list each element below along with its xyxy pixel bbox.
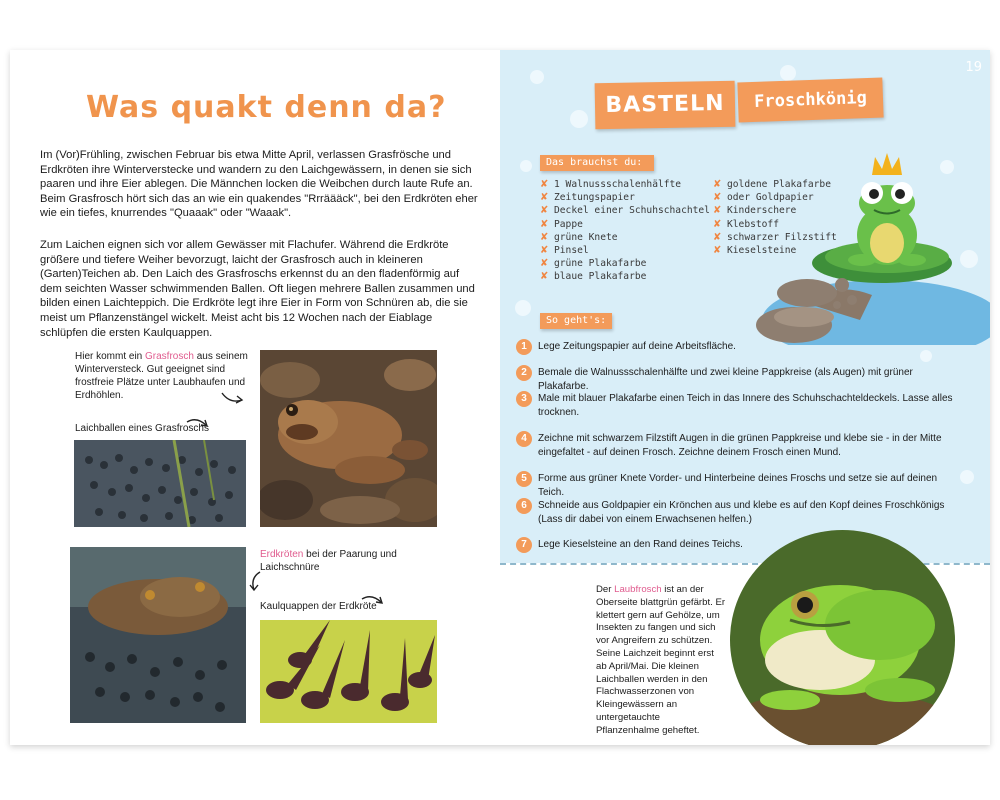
material-item-label: Zeitungspapier [554,192,635,204]
material-item [540,178,710,191]
laubfrosch-pre: Der [596,584,615,595]
right-page [500,50,990,745]
step-item [521,340,958,354]
book-spread [10,50,990,745]
material-item [713,191,837,204]
material-item-label: blaue Plakafarbe [554,271,647,283]
laubfrosch-text [596,584,726,738]
material-item-label: grüne Plakafarbe [554,258,647,270]
material-item [713,204,837,217]
erdkroeten-photo [70,547,246,723]
material-item-label: 1 Walnussschalenhälfte [554,179,682,190]
step-item [521,472,958,499]
step-number: 3 [516,391,532,407]
laubfrosch-photo [730,530,955,745]
material-item-label: Pappe [554,218,583,230]
step-number: 7 [516,537,532,553]
laichballen-photo [74,440,246,527]
caption-grasfrosch-post: aus seinem Winterversteck. Gut geeignet sind frostfreie Plätze unter Laubhaufen und Erdhöhlen. [75,351,248,401]
material-item-label: oder Goldpapier [727,192,814,204]
step-text: Bemale die Walnussschalenhälfte und zwei kleine Pappkreise (als Augen) mit grüner Plakafarbe. [538,367,913,392]
material-item-label: Pinsel [554,245,589,257]
caption-erdkroeten [260,548,410,574]
cross-icon: ✘ [540,179,549,190]
material-item [713,218,837,231]
material-item-label: grüne Knete [554,231,618,243]
curved-arrow-icon [220,390,246,406]
left-page [10,50,500,745]
step-number: 1 [516,339,532,355]
curved-arrow-icon [248,570,264,594]
caption-erdkroeten-highlight: Erdkröten [260,549,304,560]
title-basteln: BASTELN [595,81,736,129]
cross-icon: ✘ [540,218,549,230]
step-number: 4 [516,431,532,447]
grasfrosch-photo [260,350,437,527]
material-item [540,257,710,270]
caption-grasfrosch-pre: Hier kommt ein [75,351,146,362]
cross-icon: ✘ [540,258,549,270]
material-item [540,270,710,283]
step-text: Male mit blauer Plakafarbe einen Teich in das Innere des Schuhschachteldeckels. Lasse alles trocknen. [538,393,953,418]
cross-icon: ✘ [713,218,722,230]
cross-icon: ✘ [713,205,722,217]
cross-icon: ✘ [713,231,722,243]
curved-arrow-icon [360,595,386,609]
curved-arrow-icon [185,418,211,432]
step-number: 5 [516,471,532,487]
step-number: 2 [516,365,532,381]
material-item-label: schwarzer Filzstift [727,231,837,243]
page-heading: Was quakt denn da? [86,90,447,125]
material-item-label: Klebstoff [727,218,779,230]
spawning-paragraph: Zum Laichen eignen sich vor allem Gewässer mit Flachufer. Während die Erdkröte größere und tiefere Weiher bevorzugt, laicht der Grasfrosch auch in kleineren (Garten)Teichen ab. Den Laich des Grasfroschs erkennst du an den fladenförmig auf dem seichten Wasser schwimmenden Ballen. Oft liegen mehrere Ballen zusammen und bilden einen Laichteppich. Die Erdkröte legt ihre Eier in Form von Schnüren ab, die sie meist um Pflanzenstängel wickelt. Meist acht bis 12 Wochen nach der Eiablage schlüpfen die ersten Kaulquappen. [40,239,475,339]
caption-erdkroeten-post: bei der Paarung und Laichschnüre [260,549,397,573]
material-item-label: goldene Plakafarbe [727,179,831,190]
material-item [540,218,710,231]
step-text: Zeichne mit schwarzem Filzstift Augen in die grünen Pappkreise und klebe sie - in der Mitte eingefaltet - auf deinen Frosch. Zeichne deinem Frosch einen Mund. [538,433,942,458]
material-item-label: Kinderschere [727,205,797,217]
material-item [540,191,710,204]
kaulquappen-photo [260,620,437,723]
material-item [540,204,710,217]
cross-icon: ✘ [540,271,549,283]
cross-icon: ✘ [713,179,722,190]
title-froschkoenig: Froschkönig [737,77,883,122]
cross-icon: ✘ [540,231,549,243]
material-item-label: Kieselsteine [727,245,797,257]
material-item [713,231,837,244]
material-item [540,244,710,257]
materials-list-2 [713,178,837,257]
cross-icon: ✘ [713,245,722,257]
page-number-left: 18 [18,60,35,75]
material-item [713,244,837,257]
steps-label: So geht's: [540,313,612,329]
cross-icon: ✘ [540,192,549,204]
materials-list-1 [540,178,710,284]
step-number: 6 [516,498,532,514]
laubfrosch-post: ist an der Oberseite blattgrün gefärbt. Er klettert gern auf Gehölze, um Insekten zu fangen und sich vor Angreifern zu schützen. Seine Laichzeit beginnt erst ab April/Mai. Die kleinen Laichballen werden in den Flachwasserzonen von Kleingewässern an untergetauchte Pflanzenhalme geheftet. [596,584,726,736]
step-item [521,432,958,459]
cross-icon: ✘ [713,192,722,204]
step-item [521,499,958,526]
step-text: Forme aus grüner Knete Vorder- und Hinterbeine deines Froschs und setze sie auf deinen Teich. [538,473,938,498]
intro-paragraph: Im (Vor)Frühling, zwischen Februar bis etwa Mitte April, verlassen Grasfrösche und Erdkröten ihre Winterverstecke und wandern zu den Laichgewässern, in denen sie sich paaren und ihre Eier ablegen. Die Männchen locken die Weibchen durch laute Rufe an. Beim Grasfrosch hört sich das an wie ein quakendes "Rrräääck", bei den Erdkröten eher wie ein tiefes, knurrendes "Quaaak" oder "Waaak". [40,149,478,220]
material-item [713,178,837,191]
cross-icon: ✘ [540,205,549,217]
caption-grasfrosch-highlight: Grasfrosch [145,351,194,362]
materials-label: Das brauchst du: [540,155,654,171]
material-item [540,231,710,244]
step-text: Lege Kieselsteine an den Rand deines Teichs. [538,539,743,550]
caption-kaulquappen: Kaulquappen der Erdkröte [260,601,377,612]
laubfrosch-highlight: Laubfrosch [614,584,662,595]
step-text: Schneide aus Goldpapier ein Krönchen aus und klebe es auf den Kopf deines Froschkönigs (Lass dir dabei von einem Erwachsenen helfen.) [538,500,945,525]
step-item [521,366,958,393]
step-text: Lege Zeitungspapier auf deine Arbeitsfläche. [538,341,736,352]
page-number-right: 19 [965,60,982,75]
material-item-label: Deckel einer Schuhschachtel [554,205,710,217]
cross-icon: ✘ [540,245,549,257]
caption-laichballen: Laichballen eines Grasfroschs [75,423,209,434]
step-item [521,392,958,419]
